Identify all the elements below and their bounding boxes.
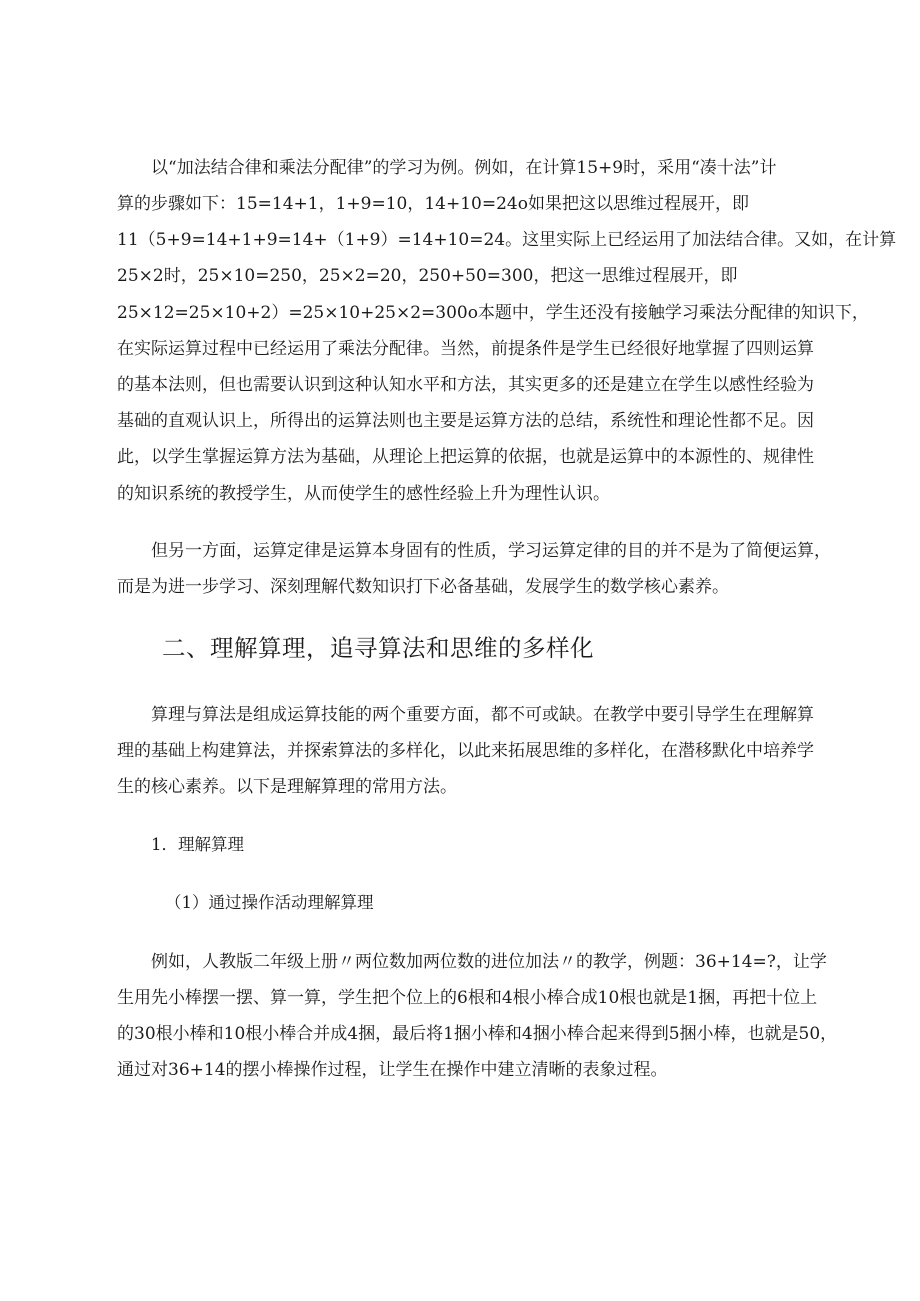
paragraph-line: 基础的直观认识上，所得出的运算法则也主要是运算方法的总结，系统性和理论性都不足。因: [117, 411, 814, 431]
paragraph-line: 的基本法则，但也需要认识到这种认知水平和方法，其实更多的还是建立在学生以感性经验为: [117, 375, 814, 395]
paragraph-line: 例如，人教版二年级上册〃两位数加两位数的进位加法〃的教学，例题：36+14=?，让学: [151, 952, 827, 972]
paragraph-line: 11（5+9=14+1+9=14+（1+9）=14+10=24。这里实际上已经运用了加法结合律。又如，在计算: [117, 230, 897, 250]
paragraph-line: 以“加法结合律和乘法分配律”的学习为例。例如，在计算15+9时，采用“凑十法”计: [151, 158, 777, 178]
paragraph-line: 25×2时，25×10=250，25×2=20，250+50=300，把这一思维过程展开，即: [117, 266, 738, 286]
paragraph-line: 但另一方面，运算定律是运算本身固有的性质，学习运算定律的目的并不是为了简便运算，: [151, 541, 831, 561]
paragraph-line: 生的核心素养。以下是理解算理的常用方法。: [117, 777, 457, 797]
paragraph-line: 算的步骤如下：15=14+1，1+9=10，14+10=24o如果把这以思维过程展开，即: [117, 194, 749, 214]
paragraph-line: 而是为进一步学习、深刻理解代数知识打下必备基础，发展学生的数学核心素养。: [117, 577, 729, 597]
section-heading: 二、理解算理，追寻算法和思维的多样化: [162, 634, 594, 662]
paragraph-line: 此，以学生掌握运算方法为基础，从理论上把运算的依据，也就是运算中的本源性的、规律性: [117, 447, 814, 467]
paragraph-line: 理的基础上构建算法，并探索算法的多样化，以此来拓展思维的多样化，在潜移默化中培养学: [117, 741, 814, 761]
subsubsection-title: （1）通过操作活动理解算理: [165, 893, 374, 912]
paragraph-line: 在实际运算过程中已经运用了乘法分配律。当然，前提条件是学生已经很好地掌握了四则运算: [117, 339, 814, 359]
paragraph-line: 生用先小棒摆一摆、算一算，学生把个位上的6根和4根小棒合成10根也就是1捆，再把十位上: [117, 988, 818, 1008]
paragraph-line: 算理与算法是组成运算技能的两个重要方面，都不可或缺。在教学中要引导学生在理解算: [151, 705, 814, 725]
paragraph-line: 的知识系统的教授学生，从而使学生的感性经验上升为理性认识。: [117, 484, 610, 504]
subsection-title: 1．理解算理: [151, 835, 244, 854]
paragraph-line: 的30根小棒和10根小棒合并成4捆，最后将1捆小棒和4捆小棒合起来得到5捆小棒，也就是50，: [117, 1024, 838, 1044]
paragraph-line: 通过对36+14的摆小棒操作过程，让学生在操作中建立清晰的表象过程。: [117, 1060, 668, 1080]
paragraph-line: 25×12=25×10+2）=25×10+25×2=300o本题中，学生还没有接触学习乘法分配律的知识下，: [117, 303, 869, 323]
